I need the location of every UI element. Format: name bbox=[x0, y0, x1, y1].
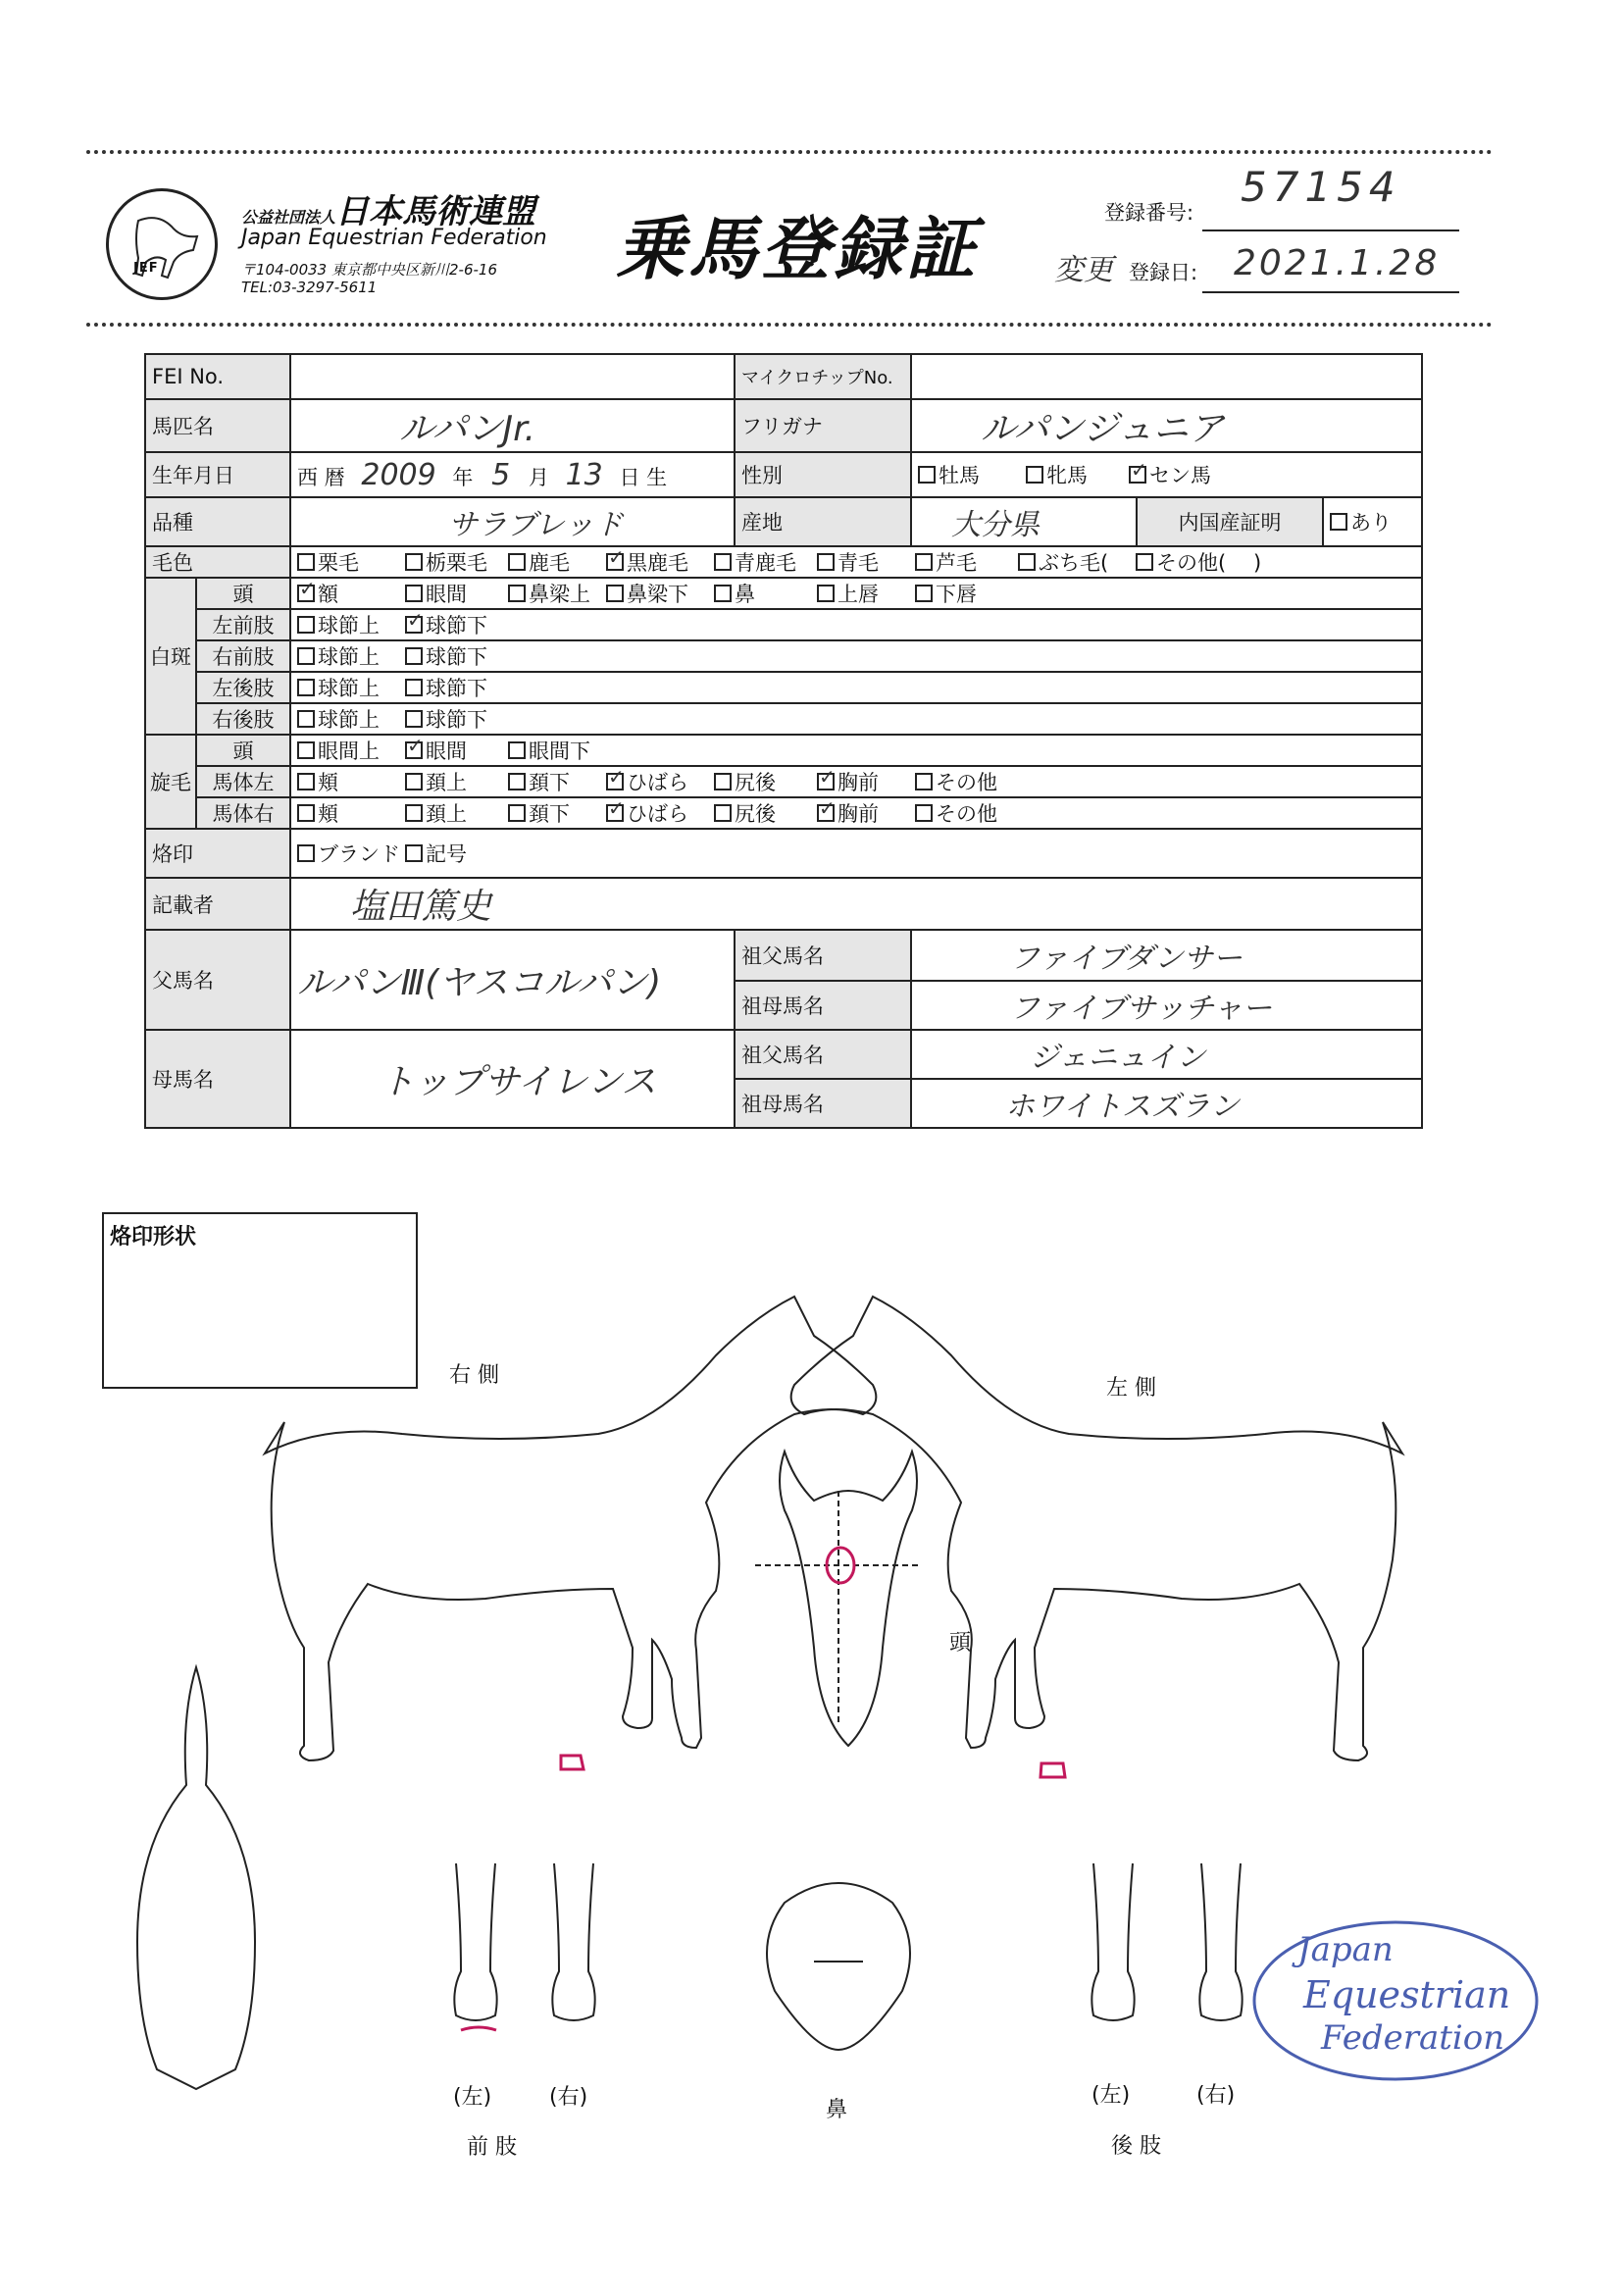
option-label: 頚下 bbox=[529, 802, 570, 826]
head-label: 頭 bbox=[949, 1631, 972, 1656]
change-mark: 変更 bbox=[1054, 253, 1113, 287]
org-name-en: Japan Equestrian Federation bbox=[241, 226, 547, 250]
dob-month-unit: 月 bbox=[528, 465, 549, 489]
stamp-line1: Japan bbox=[1297, 1930, 1394, 1969]
recorder-value: 塩田篤史 bbox=[350, 887, 492, 927]
fore-left-label: (左) bbox=[453, 2085, 492, 2110]
origin-label: 産地 bbox=[735, 497, 911, 546]
option-label: 鼻 bbox=[735, 583, 755, 606]
chip-label: マイクロチップNo. bbox=[735, 354, 911, 399]
option-label: 球節上 bbox=[318, 677, 380, 700]
option-label: 眼間下 bbox=[529, 739, 590, 763]
left-side-horse-icon bbox=[791, 1297, 1402, 1760]
stamp-line3: Federation bbox=[1321, 2018, 1505, 2058]
nose-label: 鼻 bbox=[826, 2098, 848, 2122]
option-label: 鹿毛 bbox=[529, 551, 570, 575]
hind-right-leg-icon bbox=[1199, 1863, 1242, 2020]
white-markings bbox=[461, 1548, 1065, 2030]
option-label: その他 bbox=[936, 802, 997, 826]
option-label: 牡馬 bbox=[939, 464, 980, 487]
dob-month: 5 bbox=[491, 457, 511, 492]
org-prefix: 公益社団法人 bbox=[241, 208, 336, 227]
option-label: 球節下 bbox=[426, 677, 487, 700]
star-marking-icon bbox=[827, 1548, 854, 1583]
option-label: 頬 bbox=[318, 802, 338, 826]
option-label: 頚上 bbox=[426, 771, 467, 794]
option-label: 青鹿毛 bbox=[735, 551, 796, 575]
whorl-part: 頭 bbox=[196, 735, 290, 766]
dam-gf-label: 祖父馬名 bbox=[735, 1030, 911, 1079]
option-label: 球節下 bbox=[426, 614, 487, 637]
origin-value: 大分県 bbox=[951, 508, 1040, 542]
option-label: 栗毛 bbox=[318, 551, 359, 575]
logo-text: JEF bbox=[133, 261, 159, 276]
tel-line: TEL:03-3297-5611 bbox=[241, 279, 378, 296]
option-label: その他 bbox=[936, 771, 997, 794]
option-label: 牝馬 bbox=[1046, 464, 1088, 487]
dob-era: 西 暦 bbox=[297, 465, 345, 489]
furigana-label: フリガナ bbox=[735, 399, 911, 452]
dam-gm-label: 祖母馬名 bbox=[735, 1079, 911, 1128]
option-close: ) bbox=[1253, 551, 1262, 575]
option-label: 頚上 bbox=[426, 802, 467, 826]
reg-number-label: 登録番号: bbox=[1104, 201, 1194, 225]
option-label: 胸前 bbox=[837, 771, 879, 794]
option-label: 球節上 bbox=[318, 614, 380, 637]
breed-value: サラブレッド bbox=[448, 508, 624, 542]
domestic-cert-label: 内国産証明 bbox=[1137, 497, 1323, 546]
whorl-label: 旋毛 bbox=[145, 735, 196, 829]
dob-year-unit: 年 bbox=[452, 465, 474, 489]
option-label: 下唇 bbox=[936, 583, 977, 606]
brand-shape-label: 烙印形状 bbox=[110, 1225, 197, 1249]
dob-year: 2009 bbox=[361, 457, 436, 492]
white-part: 左後肢 bbox=[196, 672, 290, 703]
option-label: 青毛 bbox=[837, 551, 879, 575]
sire-label: 父馬名 bbox=[145, 930, 290, 1030]
option-label: 球節上 bbox=[318, 708, 380, 732]
dam-gm-value: ホワイトスズラン bbox=[1005, 1090, 1240, 1124]
hind-left-label: (左) bbox=[1091, 2083, 1131, 2108]
left-side-label: 左 側 bbox=[1106, 1376, 1156, 1401]
reg-date-value: 2021.1.28 bbox=[1234, 243, 1441, 283]
right-side-label: 右 側 bbox=[449, 1363, 499, 1388]
reg-date-label: 登録日: bbox=[1129, 261, 1198, 284]
option-label: ブランド bbox=[318, 842, 400, 866]
option-label: 眼間上 bbox=[318, 739, 380, 763]
option-label: 頚下 bbox=[529, 771, 570, 794]
breed-label: 品種 bbox=[145, 497, 290, 546]
option-label: 尻後 bbox=[735, 802, 776, 826]
address-line: 〒104-0033 東京都中央区新川2-6-16 bbox=[241, 261, 497, 279]
dob-day-unit: 日 生 bbox=[619, 465, 668, 489]
dam-label: 母馬名 bbox=[145, 1030, 290, 1128]
right-fore-marking-icon bbox=[561, 1756, 584, 1769]
page-title: 乗馬登録証 bbox=[616, 209, 979, 289]
sire-gf-label: 祖父馬名 bbox=[735, 930, 911, 981]
sire-gm-value: ファイブサッチャー bbox=[1010, 992, 1272, 1026]
sex-label: 性別 bbox=[735, 452, 911, 497]
option-label: 黒鹿毛 bbox=[627, 551, 688, 575]
nose-icon bbox=[767, 1883, 910, 2050]
brand-label: 烙印 bbox=[145, 829, 290, 878]
left-fore-marking-icon bbox=[1040, 1763, 1065, 1777]
whorl-part: 馬体右 bbox=[196, 797, 290, 829]
hind-label: 後 肢 bbox=[1111, 2134, 1161, 2159]
option-label: 球節下 bbox=[426, 645, 487, 669]
white-label: 白斑 bbox=[145, 578, 196, 735]
option-label: 額 bbox=[318, 583, 338, 606]
hind-right-label: (右) bbox=[1196, 2083, 1236, 2108]
fore-right-leg-icon bbox=[552, 1863, 594, 2020]
fore-left-leg-icon bbox=[454, 1863, 496, 2020]
option-label: 鼻梁下 bbox=[627, 583, 688, 606]
option-label: 頬 bbox=[318, 771, 338, 794]
head-front-icon bbox=[780, 1452, 917, 1746]
furigana-value: ルパンジュニア bbox=[981, 408, 1224, 449]
option-label: 栃栗毛 bbox=[426, 551, 487, 575]
option-label: セン馬 bbox=[1149, 464, 1211, 487]
option-label: ひばら bbox=[627, 771, 688, 794]
fei-label: FEI No. bbox=[145, 354, 290, 399]
option-label: 尻後 bbox=[735, 771, 776, 794]
fore-left-leg-marking-icon bbox=[461, 2027, 496, 2030]
option-label: 眼間 bbox=[426, 583, 467, 606]
name-label: 馬匹名 bbox=[145, 399, 290, 452]
option-label: 芦毛 bbox=[936, 551, 977, 575]
option-label: 眼間 bbox=[426, 739, 467, 763]
fore-right-label: (右) bbox=[549, 2085, 588, 2110]
option-label: 球節下 bbox=[426, 708, 487, 732]
recorder-label: 記載者 bbox=[145, 878, 290, 930]
coat-label: 毛色 bbox=[145, 546, 290, 578]
dam-value: トップサイレンス bbox=[380, 1061, 657, 1102]
sire-gf-value: ファイブダンサー bbox=[1010, 942, 1243, 976]
jef-stamp bbox=[1250, 1918, 1541, 2083]
white-part: 頭 bbox=[196, 578, 290, 609]
option-label: 上唇 bbox=[837, 583, 879, 606]
top-view-body-icon bbox=[137, 1667, 255, 2089]
stamp-line2: Equestrian bbox=[1303, 1973, 1511, 2016]
dam-gf-value: ジェニュイン bbox=[1030, 1041, 1206, 1075]
white-part: 右後肢 bbox=[196, 703, 290, 735]
name-value: ルパンJr. bbox=[399, 408, 536, 449]
domestic-cert-text: あり bbox=[1350, 511, 1392, 535]
option-label: その他( bbox=[1156, 551, 1227, 575]
fore-label: 前 肢 bbox=[467, 2135, 517, 2160]
reg-number-value: 57154 bbox=[1241, 163, 1401, 211]
option-label: ぶち毛( bbox=[1039, 551, 1109, 575]
whorl-part: 馬体左 bbox=[196, 766, 290, 797]
right-side-horse-icon bbox=[265, 1297, 876, 1760]
option-label: ひばら bbox=[627, 802, 688, 826]
sire-value: ルパンⅢ(ヤスコルパン) bbox=[297, 962, 662, 1003]
white-part: 左前肢 bbox=[196, 609, 290, 640]
option-label: 鼻梁上 bbox=[529, 583, 590, 606]
option-label: 記号 bbox=[426, 842, 467, 866]
org-name: 日本馬術連盟 bbox=[335, 192, 536, 231]
option-label: 胸前 bbox=[837, 802, 879, 826]
sire-gm-label: 祖母馬名 bbox=[735, 981, 911, 1030]
white-part: 右前肢 bbox=[196, 640, 290, 672]
dob-day: 13 bbox=[565, 457, 603, 492]
hind-left-leg-icon bbox=[1091, 1863, 1134, 2020]
option-label: 球節上 bbox=[318, 645, 380, 669]
dob-label: 生年月日 bbox=[145, 452, 290, 497]
